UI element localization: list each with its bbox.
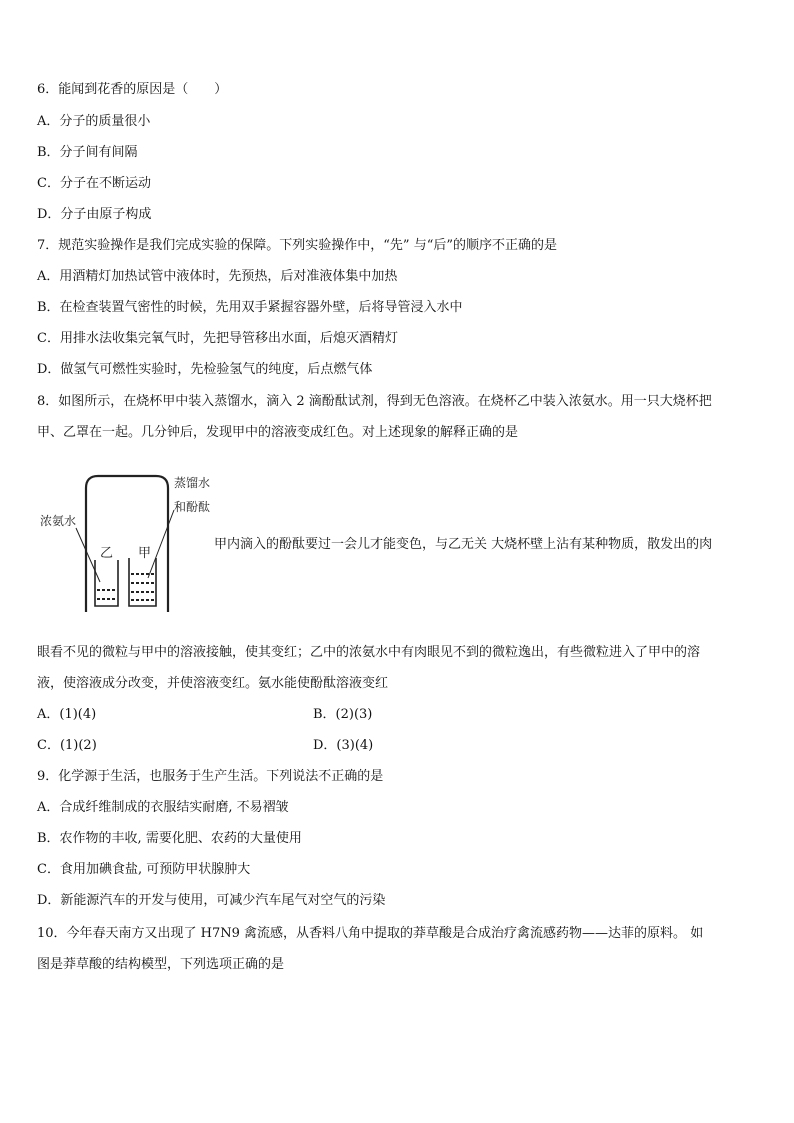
- label-jia: 甲: [138, 546, 152, 561]
- leader-ammonia: [76, 528, 100, 582]
- q9-option-a: A．合成纤维制成的衣服结实耐磨, 不易褶皱: [37, 800, 289, 815]
- label-water-line2: 和酚酞: [174, 500, 211, 514]
- label-water-line1: 蒸馏水: [174, 476, 211, 490]
- leader-water: [148, 510, 174, 578]
- q10-stem-line1: 10．今年春天南方又出现了 H7N9 禽流感，从香料八角中提取的莽草酸是合成治疗禽流感药物——达菲的原料。 如: [37, 926, 704, 941]
- q8-option-b: B．(2)(3): [313, 707, 373, 722]
- q8-option-c: C．(1)(2): [37, 738, 97, 753]
- beaker-diagram: [38, 470, 216, 620]
- q8-option-a: A．(1)(4): [37, 707, 97, 722]
- q7-option-d: D．做氢气可燃性实验时，先检验氢气的纯度，后点燃气体: [37, 362, 373, 377]
- q7-stem: 7．规范实验操作是我们完成实验的保障。下列实验操作中，“先” 与“后”的顺序不正确的是: [37, 238, 557, 253]
- q8-stem-line2: 甲、乙罩在一起。几分钟后，发现甲中的溶液变成红色。对上述现象的解释正确的是: [37, 425, 519, 440]
- q7-option-a: A．用酒精灯加热试管中液体时，先预热，后对准液体集中加热: [37, 269, 398, 284]
- beaker-figure: [38, 470, 216, 620]
- q6-stem: 6．能闻到花香的原因是（ ）: [37, 82, 228, 97]
- q9-stem: 9．化学源于生活，也服务于生产生活。下列说法不正确的是: [37, 769, 384, 784]
- q8-explanation-line3: 液，使溶液成分改变，并使溶液变红。氨水能使酚酞溶液变红: [37, 676, 389, 691]
- q8-explanation-line2: 眼看不见的微粒与甲中的溶液接触，使其变红；乙中的浓氨水中有肉眼见不到的微粒逸出，有些微粒进入了甲中的溶: [37, 645, 701, 660]
- q6-option-d: D．分子由原子构成: [37, 207, 152, 222]
- q6-option-c: C．分子在不断运动: [37, 176, 151, 191]
- label-yi: 乙: [100, 546, 114, 561]
- q9-option-b: B．农作物的丰收, 需要化肥、农药的大量使用: [37, 831, 302, 846]
- q10-stem-line2: 图是莽草酸的结构模型，下列选项正确的是: [37, 957, 285, 972]
- q6-option-a: A．分子的质量很小: [37, 114, 151, 129]
- q8-stem-line1: 8．如图所示，在烧杯甲中装入蒸馏水，滴入 2 滴酚酞试剂，得到无色溶液。在烧杯乙中装入浓氨水。用一只大烧杯把: [37, 394, 712, 409]
- q9-option-d: D．新能源汽车的开发与使用，可减少汽车尾气对空气的污染: [37, 893, 386, 908]
- q6-option-b: B．分子间有间隔: [37, 145, 138, 160]
- q9-option-c: C．食用加碘食盐, 可预防甲状腺肿大: [37, 862, 251, 877]
- q8-explanation-line1: 甲内滴入的酚酞要过一会儿才能变色，与乙无关 大烧杯壁上沾有某种物质，散发出的肉: [214, 537, 713, 552]
- q8-option-d: D．(3)(4): [313, 738, 374, 753]
- label-ammonia: 浓氨水: [40, 514, 77, 528]
- q7-option-b: B．在检查装置气密性的时候，先用双手紧握容器外壁，后将导管浸入水中: [37, 300, 463, 315]
- q7-option-c: C．用排水法收集完氧气时，先把导管移出水面，后熄灭酒精灯: [37, 331, 398, 346]
